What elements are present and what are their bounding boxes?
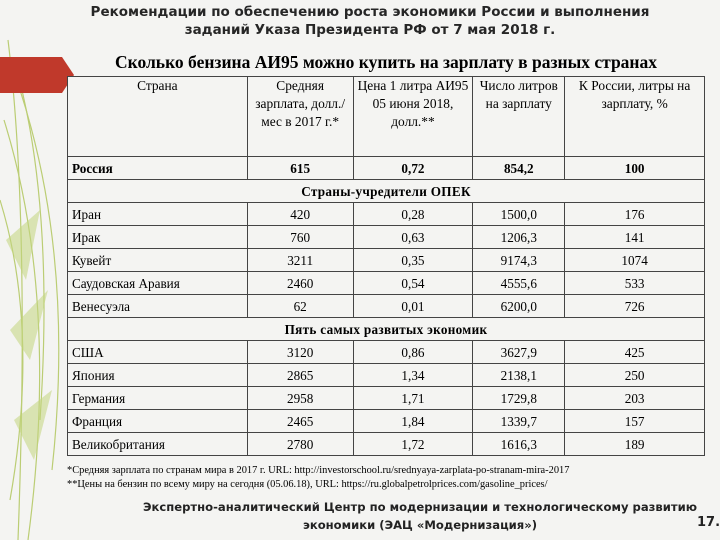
cell-price: 0,01 (353, 295, 473, 318)
cell-salary: 760 (247, 226, 353, 249)
footer-line-1: Экспертно-аналитический Центр по модернизации и технологическому развитию (143, 500, 697, 514)
cell-liters: 1500,0 (473, 203, 565, 226)
col-salary: Средняя зарплата, долл./мес в 2017 г.* (247, 77, 353, 157)
col-country: Страна (68, 77, 248, 157)
cell-ratio: 141 (565, 226, 705, 249)
cell-liters: 6200,0 (473, 295, 565, 318)
cell-country: Кувейт (68, 249, 248, 272)
cell-price: 0,28 (353, 203, 473, 226)
cell-price: 0,86 (353, 341, 473, 364)
table-row (68, 295, 705, 318)
table-header-row (68, 77, 705, 157)
cell-price: 1,72 (353, 433, 473, 456)
footnote-salary-source: *Средняя зарплата по странам мира в 2017 г. URL: http://investorschool.ru/srednyaya-zarplata-po-stranam-mira-2017 (67, 465, 570, 476)
cell-ratio: 189 (565, 433, 705, 456)
footnotes (67, 464, 717, 492)
cell-country: Венесуэла (68, 295, 248, 318)
group-row-developed (68, 318, 705, 341)
cell-salary: 3120 (247, 341, 353, 364)
cell-country: Россия (68, 157, 248, 180)
footer-line-2: экономики (ЭАЦ «Модернизация») (302, 518, 538, 532)
group-row-opec (68, 180, 705, 203)
cell-price: 1,34 (353, 364, 473, 387)
footnote-price-source: **Цены на бензин по всему миру на сегодня (05.06.18), URL: https://ru.globalpetrolprices.com/gasoline_prices/ (67, 479, 548, 490)
col-liters: Число литров на зарплату (473, 77, 565, 157)
group-title-developed: Пять самых развитых экономик (68, 318, 705, 341)
cell-salary: 62 (247, 295, 353, 318)
page-number: 17. (697, 515, 720, 530)
cell-liters: 1616,3 (473, 433, 565, 456)
cell-country: Япония (68, 364, 248, 387)
cell-ratio: 157 (565, 410, 705, 433)
table-row-russia (68, 157, 705, 180)
cell-price: 0,72 (353, 157, 473, 180)
col-price: Цена 1 литра АИ95 05 июня 2018, долл.** (353, 77, 473, 157)
cell-country: Саудовская Аравия (68, 272, 248, 295)
table-row (68, 249, 705, 272)
cell-liters: 1729,8 (473, 387, 565, 410)
slide-title: Сколько бензина АИ95 можно купить на зарплату в разных странах (114, 52, 658, 72)
table-row (68, 433, 705, 456)
table-row (68, 364, 705, 387)
cell-liters: 1339,7 (473, 410, 565, 433)
cell-price: 0,63 (353, 226, 473, 249)
cell-ratio: 726 (565, 295, 705, 318)
cell-country: Великобритания (68, 433, 248, 456)
table-row (68, 226, 705, 249)
cell-liters: 3627,9 (473, 341, 565, 364)
organization-footer (130, 498, 710, 534)
cell-ratio: 100 (565, 157, 705, 180)
accent-tab (0, 57, 74, 93)
cell-ratio: 203 (565, 387, 705, 410)
cell-price: 0,35 (353, 249, 473, 272)
cell-ratio: 176 (565, 203, 705, 226)
cell-country: Ирак (68, 226, 248, 249)
cell-country: США (68, 341, 248, 364)
cell-liters: 854,2 (473, 157, 565, 180)
cell-salary: 2865 (247, 364, 353, 387)
table-row (68, 410, 705, 433)
table-row (68, 387, 705, 410)
cell-salary: 2460 (247, 272, 353, 295)
cell-price: 1,71 (353, 387, 473, 410)
cell-country: Иран (68, 203, 248, 226)
cell-salary: 420 (247, 203, 353, 226)
cell-salary: 3211 (247, 249, 353, 272)
cell-salary: 2958 (247, 387, 353, 410)
cell-liters: 1206,3 (473, 226, 565, 249)
table-row (68, 203, 705, 226)
cell-country: Германия (68, 387, 248, 410)
col-ratio: К России, литры на зарплату, % (565, 77, 705, 157)
cell-liters: 9174,3 (473, 249, 565, 272)
cell-price: 0,54 (353, 272, 473, 295)
cell-price: 1,84 (353, 410, 473, 433)
header-line-2: заданий Указа Президента РФ от 7 мая 2018 г. (184, 22, 556, 38)
cell-salary: 2465 (247, 410, 353, 433)
cell-ratio: 1074 (565, 249, 705, 272)
header-line-1: Рекомендации по обеспечению роста экономики России и выполнения (90, 4, 650, 20)
table-row (68, 341, 705, 364)
table-row (68, 272, 705, 295)
group-title-opec: Страны-учредители ОПЕК (68, 180, 705, 203)
cell-ratio: 533 (565, 272, 705, 295)
cell-ratio: 250 (565, 364, 705, 387)
cell-ratio: 425 (565, 341, 705, 364)
cell-liters: 2138,1 (473, 364, 565, 387)
gasoline-table (67, 76, 705, 456)
cell-country: Франция (68, 410, 248, 433)
cell-salary: 2780 (247, 433, 353, 456)
cell-salary: 615 (247, 157, 353, 180)
cell-liters: 4555,6 (473, 272, 565, 295)
presentation-header (60, 3, 680, 39)
